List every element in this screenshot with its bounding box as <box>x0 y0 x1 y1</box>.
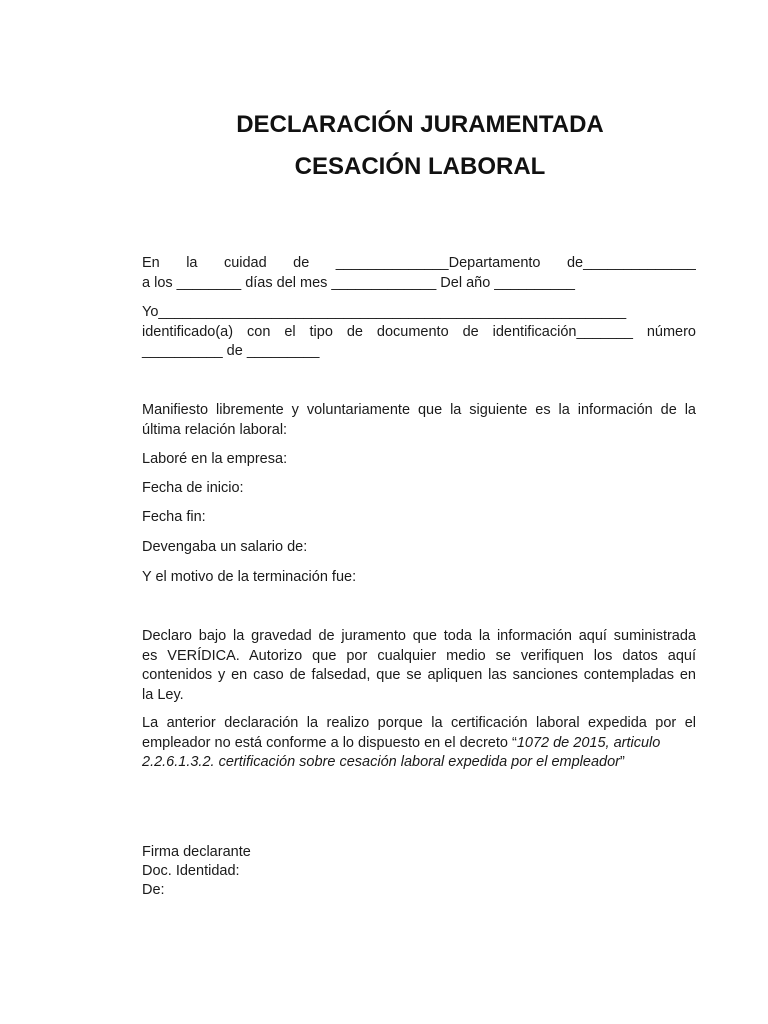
field-fecha-inicio: Fecha de inicio: <box>142 480 244 496</box>
field-motivo: Y el motivo de la terminación fue: <box>142 569 357 585</box>
decree-article: 2.2.6.1.3.2. certificación sobre cesación laboral expedida por el empleador <box>142 754 620 770</box>
manifest-paragraph <box>142 401 696 440</box>
document-title: DECLARACIÓN JURAMENTADA <box>236 111 604 138</box>
location-line: En la cuidad de ______________Departamento de______________ <box>142 255 696 271</box>
oath-line-4: la Ley. <box>142 686 184 703</box>
reason-line-1: La anterior declaración la realizo porque la certificación laboral expedida por el <box>142 715 696 731</box>
oath-line-3: contenidos y en caso de falsedad, que se apliquen las sanciones contempladas en <box>142 667 696 683</box>
field-salario: Devengaba un salario de: <box>142 539 308 555</box>
issued-in-label: De: <box>142 882 165 898</box>
location-date-paragraph <box>142 254 696 293</box>
date-line: a los ________ días del mes _____________ Del año __________ <box>142 274 575 291</box>
signature-label: Firma declarante <box>142 844 251 860</box>
reason-line-3 <box>142 753 696 773</box>
reason-line-2 <box>142 734 696 754</box>
reason-paragraph <box>142 714 696 773</box>
id-type-line: identificado(a) con el tipo de documento de identificación_______ número <box>142 323 696 340</box>
manifest-line-2: última relación laboral: <box>142 421 288 438</box>
closing-quote: ” <box>619 754 625 770</box>
field-empresa: Laboré en la empresa: <box>142 451 288 467</box>
document-subtitle: CESACIÓN LABORAL <box>294 153 546 180</box>
id-document-label: Doc. Identidad: <box>142 863 240 879</box>
name-line: Yo__________________________________________________________ <box>142 304 627 320</box>
identity-paragraph <box>142 303 696 362</box>
field-fecha-fin: Fecha fin: <box>142 509 206 525</box>
oath-line-1: Declaro bajo la gravedad de juramento que toda la información aquí suministrada <box>142 628 696 644</box>
decree-reference: 1072 de 2015, articulo <box>516 734 661 751</box>
id-number-line: __________ de _________ <box>142 343 320 359</box>
oath-paragraph <box>142 627 696 705</box>
oath-line-2: es VERÍDICA. Autorizo que por cualquier medio se verifiquen los datos aquí <box>142 647 696 664</box>
reason-line-2-text: empleador no está conforme a lo dispuesto en el decreto “ <box>142 734 517 751</box>
manifest-line-1: Manifiesto libremente y voluntariamente que la siguiente es la información de la <box>142 402 696 418</box>
